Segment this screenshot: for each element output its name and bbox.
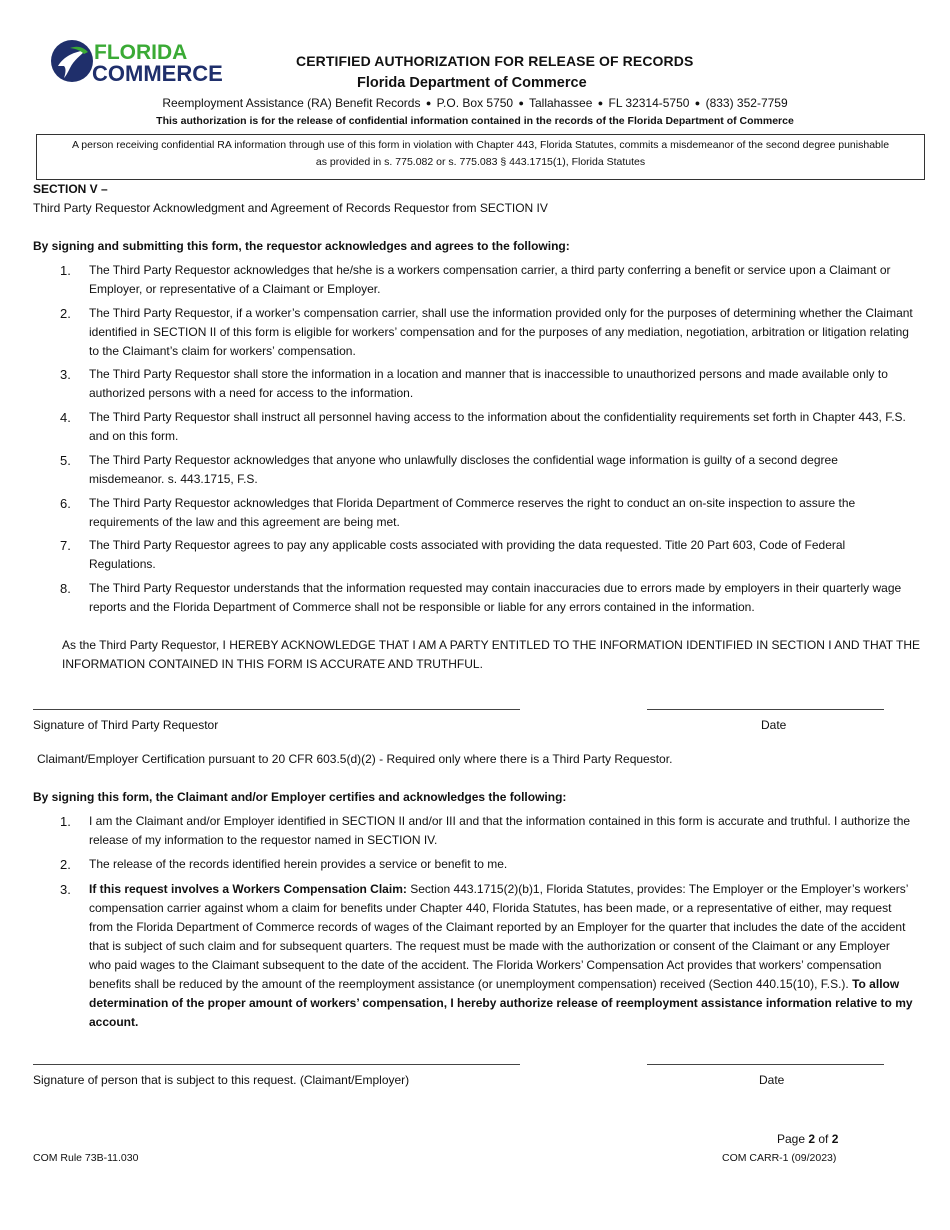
bullet-dot-icon: ●	[518, 98, 524, 108]
list-number: 3.	[60, 367, 71, 382]
bold-lead: If this request involves a Workers Compensation Claim:	[89, 882, 407, 896]
list-item	[33, 304, 913, 361]
list-number: 1.	[60, 263, 71, 278]
bullet-dot-icon: ●	[425, 98, 432, 108]
bold-authorization: To allow determination of the proper amount of workers’ compensation, I hereby authorize release of reemployment assistance information relative to my account.	[89, 977, 913, 1029]
list-text: The Third Party Requestor acknowledges that Florida Department of Commerce reserves the right to conduct an on-site inspection to assure the requirements of the law and this agreement are being met.	[89, 496, 856, 529]
claimant-signature-line[interactable]	[33, 1064, 520, 1065]
list-item	[33, 408, 913, 446]
address-line	[0, 96, 950, 110]
form-title: CERTIFIED AUTHORIZATION FOR RELEASE OF RECORDS	[296, 53, 694, 69]
rule-reference: COM Rule 73B-11.030	[33, 1152, 139, 1164]
logo-text-florida: FLORIDA	[94, 41, 188, 64]
list-text: The Third Party Requestor, if a worker’s compensation carrier, shall use the information provided only for the purposes of determining whether the Claimant identified in SECTION II of this form is eligible for workers’ compensation and for the purposes of any mediation, negotiation, arbitration or litigation relating to the Claimant’s claim for workers’ compensation.	[89, 306, 913, 358]
list-number: 3.	[60, 882, 71, 897]
list-item	[33, 451, 913, 489]
requestor-date-line[interactable]	[647, 709, 884, 710]
address-part: P.O. Box 5750	[436, 96, 514, 110]
list-text	[89, 880, 913, 1032]
list-number: 8.	[60, 581, 71, 596]
list-text: I am the Claimant and/or Employer identified in SECTION II and/or III and that the information contained in this form is accurate and truthful. I authorize the release of my information to the requestor named in SECTION IV.	[89, 814, 911, 847]
bullet-dot-icon: ●	[694, 98, 701, 108]
page-of: of	[815, 1132, 832, 1146]
list-item	[33, 365, 913, 403]
requestor-signature-label: Signature of Third Party Requestor	[33, 718, 219, 732]
address-part: (833) 352-7759	[705, 96, 788, 110]
list-item	[33, 261, 913, 299]
statute-text: Section 443.1715(2)(b)1, Florida Statutes, provides: The Employer or the Employer’s workers’ compensation carrier against whom a claim for benefits under Chapter 440, Florida Statutes, has been made, or a representative of either, may request from the Florida Department of Commerce records of wages of the Claimant reported by an Employer for the quarter that includes the date of the accident that is subject of such claim and for subsequent quarters. The request must be made with the authorization or consent of the Claimant or any Employer who paid wages to the Claimant subsequent to the date of the accident. The Florida Workers’ Compensation Act provides that workers’ compensation benefits shall be reduced by the amount of the reemployment assistance (or unemployment compensation) received (Section 440.15(10), F.S.).	[89, 882, 908, 991]
list-text: The Third Party Requestor acknowledges that he/she is a workers compensation carrier, a third party conferring a benefit or service upon a Claimant or Employer, or representative of a Claimant or Employer.	[89, 263, 891, 296]
bullet-dot-icon: ●	[597, 98, 604, 108]
requestor-signature-line[interactable]	[33, 709, 520, 710]
page-total: 2	[831, 1132, 839, 1146]
list-item	[33, 579, 913, 617]
list-item	[33, 880, 913, 1032]
requestor-lead: By signing and submitting this form, the requestor acknowledges and agrees to the following:	[33, 239, 570, 253]
list-item	[33, 812, 913, 850]
page-number	[777, 1132, 838, 1146]
logo-text-commerce: COMMERCE	[92, 61, 223, 86]
claimant-date-label: Date	[759, 1073, 785, 1087]
page-prefix: Page	[777, 1132, 809, 1146]
list-item	[33, 855, 913, 874]
certification-lead: By signing this form, the Claimant and/or Employer certifies and acknowledges the following:	[33, 790, 567, 804]
requestor-date-label: Date	[761, 718, 787, 732]
form-subtitle: Florida Department of Commerce	[357, 75, 587, 91]
warning-box	[36, 134, 925, 180]
page-current: 2	[808, 1132, 816, 1146]
address-part: FL 32314-5750	[608, 96, 690, 110]
list-text: The release of the records identified herein provides a service or benefit to me.	[89, 857, 508, 871]
list-item	[33, 536, 913, 574]
list-number: 2.	[60, 306, 71, 321]
list-text: The Third Party Requestor agrees to pay any applicable costs associated with providing the data requested. Title 20 Part 603, Code of Federal Regulations.	[89, 538, 846, 571]
address-part: Reemployment Assistance (RA) Benefit Records	[162, 96, 421, 110]
certification-intro: Claimant/Employer Certification pursuant to 20 CFR 603.5(d)(2) - Required only where there is a Third Party Requestor.	[37, 752, 673, 766]
list-number: 4.	[60, 410, 71, 425]
authorization-note: This authorization is for the release of confidential information contained in the records of the Florida Department of Commerce	[156, 115, 794, 127]
section-title: SECTION V –	[33, 182, 108, 196]
requestor-acknowledgment: As the Third Party Requestor, I HEREBY ACKNOWLEDGE THAT I AM A PARTY ENTITLED TO THE INFORMATION IDENTIFIED IN SECTION I AND THAT THE INFORMATION CONTAINED IN THIS FORM IS ACCURATE AND TRUTHFUL.	[62, 638, 920, 671]
list-item	[33, 494, 913, 532]
claimant-signature-label: Signature of person that is subject to this request. (Claimant/Employer)	[33, 1073, 410, 1087]
section-description: Third Party Requestor Acknowledgment and Agreement of Records Requestor from SECTION IV	[33, 201, 548, 215]
address-part: Tallahassee	[529, 96, 593, 110]
list-number: 6.	[60, 496, 71, 511]
list-text: The Third Party Requestor acknowledges that anyone who unlawfully discloses the confidential wage information is guilty of a second degree misdemeanor. s. 443.1715, F.S.	[89, 453, 838, 486]
list-number: 5.	[60, 453, 71, 468]
list-text: The Third Party Requestor understands that the information requested may contain inaccuracies due to errors made by employers in their quarterly wage reports and the Florida Department of Commerce shall not be responsible or liable for any errors contained in the information.	[89, 581, 902, 614]
claimant-date-line[interactable]	[647, 1064, 884, 1065]
list-number: 2.	[60, 857, 71, 872]
list-text: The Third Party Requestor shall store the information in a location and manner that is inaccessible to unauthorized persons and made available only to authorized persons with a need for access to the information.	[89, 367, 888, 400]
list-number: 1.	[60, 814, 71, 829]
florida-commerce-logo	[50, 38, 260, 88]
warning-text: A person receiving confidential RA information through use of this form in violation with Chapter 443, Florida Statutes, commits a misdemeanor of the second degree punishable as provided in s. 775.082 or s. 775.083 § 443.1715(1), Florida Statutes	[71, 139, 890, 168]
list-number: 7.	[60, 538, 71, 553]
form-id: COM CARR-1 (09/2023)	[722, 1152, 837, 1164]
list-text: The Third Party Requestor shall instruct all personnel having access to the information about the confidentiality requirements set forth in Chapter 443, F.S. and on this form.	[89, 410, 906, 443]
